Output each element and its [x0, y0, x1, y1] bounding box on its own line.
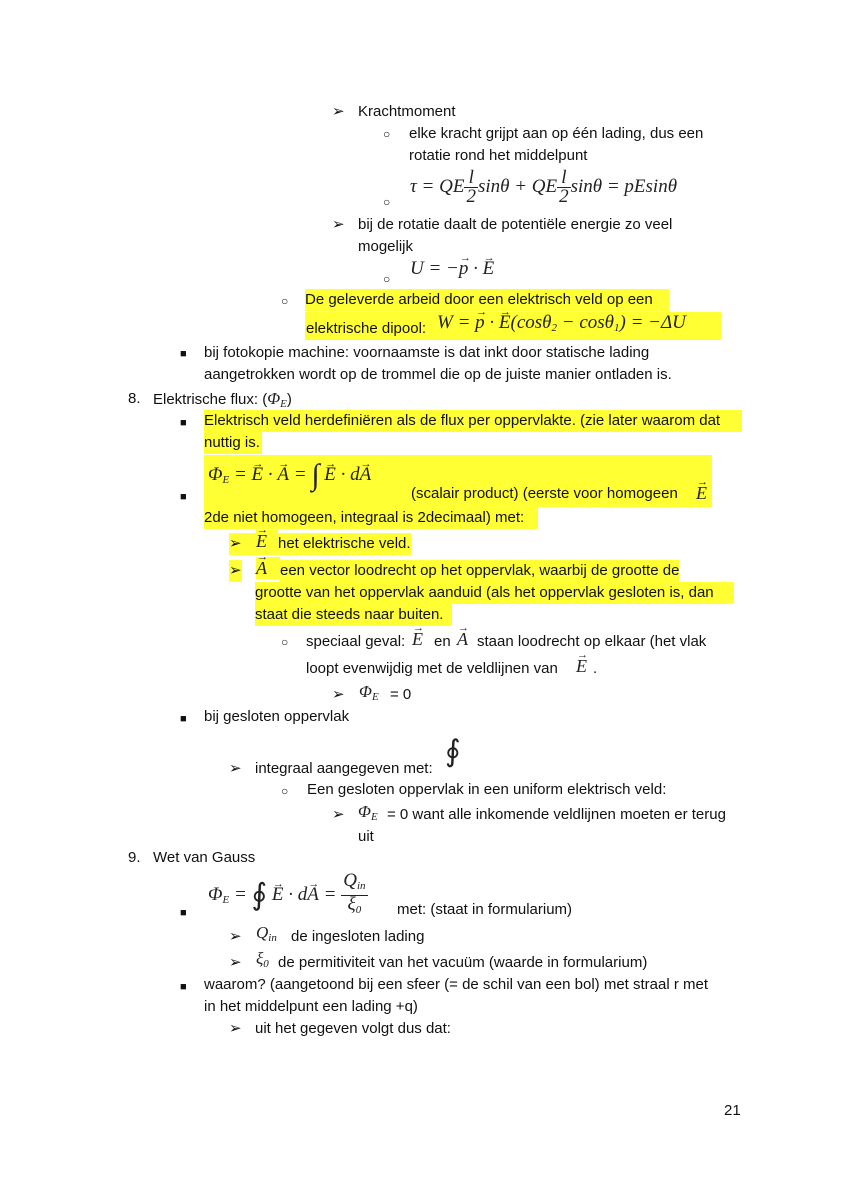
section-title: Wet van Gauss: [153, 849, 256, 866]
text-line: speciaal geval:: [306, 633, 406, 650]
arrow-bullet: ➢: [229, 760, 242, 777]
highlighted-text: De geleverde arbeid door een elektrisch veld op een: [305, 289, 669, 311]
text-line: in het middelpunt een lading +q): [204, 998, 418, 1015]
arrow-bullet: ➢: [229, 954, 242, 971]
flux-symbol: $\Phi_E$: [358, 802, 378, 823]
circle-bullet: ○: [383, 127, 391, 141]
text-line: = 0 want alle inkomende veldlijnen moeten er terug: [387, 806, 726, 823]
permittivity-symbol: $\xi_0$: [256, 949, 269, 970]
arrow-bullet: ➢: [332, 103, 345, 120]
energy-formula: U = −→ p · → E: [410, 258, 494, 280]
text-line: met: (staat in formularium): [397, 901, 573, 918]
highlighted-text: elektrische dipool:: [306, 320, 427, 337]
text-line: elke kracht grijpt aan op één lading, dus een: [409, 125, 704, 142]
arrow-bullet: ➢: [332, 216, 345, 233]
square-bullet: ■: [180, 981, 187, 993]
vector-e: → E: [256, 530, 278, 552]
highlighted-text: (scalair product) (eerste voor homogeen: [411, 485, 678, 502]
torque-formula: τ = QE $\frac{l}{2}$ sinθ + QE $\frac{l}{2}$ sinθ = pEsinθ: [410, 167, 678, 208]
text-line: uit het gegeven volgt dus dat:: [255, 1020, 451, 1037]
text-line: rotatie rond het middelpunt: [409, 147, 588, 164]
text-line: loopt evenwijdig met de veldlijnen van: [306, 660, 558, 677]
flux-formula: $\Phi_E$ = → E · → A = ∫ → E · d→ A: [208, 464, 371, 491]
square-bullet: ■: [180, 713, 187, 725]
flux-symbol: $\Phi_E$: [359, 682, 379, 703]
text-line: waarom? (aangetoond bij een sfeer (= de schil van een bol) met straal r met: [204, 976, 709, 993]
circle-bullet: ○: [281, 784, 289, 798]
gauss-formula: $\Phi_E$ = ∮ → E · d→ A = $\frac{Q_{in}}{\xi_0}$: [208, 872, 368, 920]
vector-e: → E: [576, 655, 587, 677]
vector-a: → A: [457, 628, 468, 650]
vector-a: → A: [256, 557, 280, 579]
arrow-bullet: ➢: [229, 928, 242, 945]
vector-e: → E: [696, 482, 707, 504]
page-number: 21: [724, 1102, 741, 1119]
text-line: = 0: [390, 686, 412, 703]
text-line: bij gesloten oppervlak: [204, 708, 350, 725]
circle-bullet: ○: [383, 195, 391, 209]
arrow-bullet: ➢: [229, 560, 242, 582]
charge-symbol: $Q_{in}$: [256, 923, 277, 944]
highlighted-text: Elektrisch veld herdefiniëren als de flux per oppervlakte. (zie later waarom dat: [204, 410, 742, 432]
text-line: integraal aangegeven met:: [255, 760, 433, 777]
text-line: Een gesloten oppervlak in een uniform elektrisch veld:: [307, 781, 667, 798]
krachtmoment-heading: Krachtmoment: [358, 103, 456, 120]
closed-integral-symbol: ∮: [445, 735, 461, 768]
square-bullet: ■: [180, 907, 187, 919]
arrow-bullet: ➢: [229, 533, 279, 555]
highlighted-text: staat die steeds naar buiten.: [255, 604, 452, 626]
text-line: staan loodrecht op elkaar (het vlak: [477, 633, 707, 650]
text-line: aangetrokken wordt op de trommel die op de juiste manier ontladen is.: [204, 366, 672, 383]
highlighted-text: een vector loodrecht op het oppervlak, waarbij de grootte de: [280, 560, 679, 582]
arrow-bullet: ➢: [332, 686, 345, 703]
vector-e: → E: [412, 628, 423, 650]
highlighted-text: het elektrische veld.: [278, 533, 411, 555]
text-line: de permitiviteit van het vacuüm (waarde in formularium): [278, 954, 648, 971]
text-line: mogelijk: [358, 238, 414, 255]
arrow-bullet: ➢: [229, 1020, 242, 1037]
text-line: uit: [358, 828, 374, 845]
circle-bullet: ○: [281, 294, 289, 308]
arrow-bullet: ➢: [332, 806, 345, 823]
circle-bullet: ○: [383, 272, 391, 286]
square-bullet: ■: [180, 348, 187, 360]
text-line: en: [434, 633, 451, 650]
highlighted-text: grootte van het oppervlak aanduid (als het oppervlak gesloten is, dan: [255, 582, 734, 604]
text-line: bij fotokopie machine: voornaamste is dat inkt door statische lading: [204, 344, 650, 361]
text-line: bij de rotatie daalt de potentiële energie zo veel: [358, 216, 673, 233]
text-line: de ingesloten lading: [291, 928, 425, 945]
circle-bullet: ○: [281, 635, 289, 649]
section-number: 9.: [128, 849, 141, 866]
highlighted-text: nuttig is.: [204, 432, 262, 454]
highlighted-text: 2de niet homogeen, integraal is 2decimaal) met:: [204, 507, 538, 529]
section-title: Elektrische flux: $(\Phi_E)$: [153, 389, 292, 410]
work-formula: W = → p · → E(cosθ$_2$ − cosθ$_1$) = −ΔU: [437, 312, 686, 339]
section-number: 8.: [128, 390, 141, 407]
square-bullet: ■: [180, 491, 187, 503]
text-line: .: [593, 660, 598, 677]
square-bullet: ■: [180, 417, 187, 429]
